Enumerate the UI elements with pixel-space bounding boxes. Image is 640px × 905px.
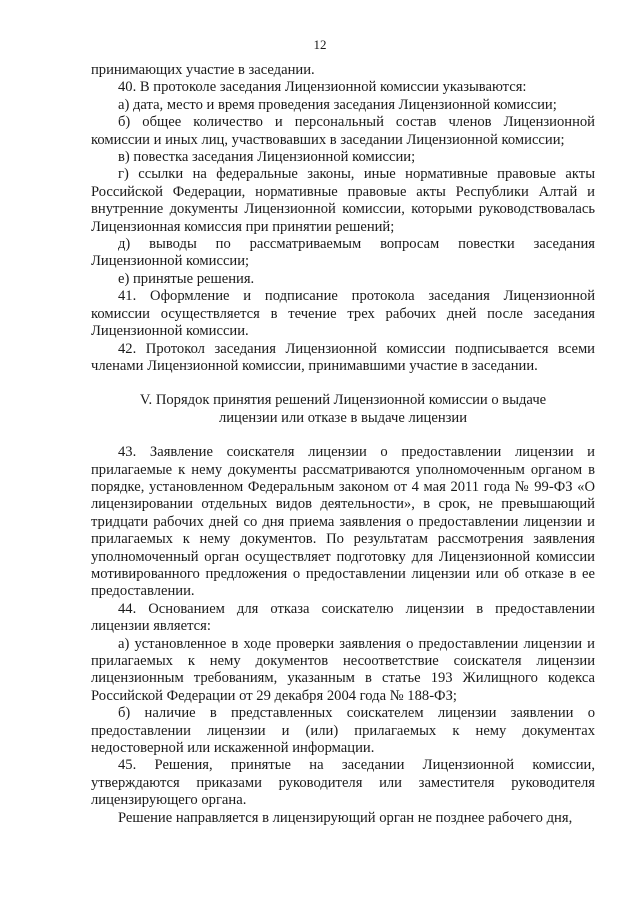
paragraph-40-g: г) ссылки на федеральные законы, иные нормативные правовые акты Российской Федерации, нормативные правовые акты Республики Алтай и внутренние документы Лицензионной комиссии, которыми руководствовалась Лицензионная комиссия при принятии решений; <box>91 166 595 235</box>
section-heading: V. Порядок принятия решений Лицензионной комиссии о выдаче лицензии или отказе в выдаче лицензии <box>139 392 547 426</box>
paragraph-40-d: д) выводы по рассматриваемым вопросам повестки заседания Лицензионной комиссии; <box>91 236 595 270</box>
paragraph-40: 40. В протоколе заседания Лицензионной комиссии указываются: <box>118 79 527 96</box>
paragraph-44: 44. Основанием для отказа соискателю лицензии в предоставлении лицензии является: <box>91 600 595 635</box>
paragraph-41: 41. Оформление и подписание протокола заседания Лицензионной комиссии осуществляется в течение трех рабочих дней после заседания Лицензионной комиссии. <box>91 288 595 340</box>
paragraph-43: 43. Заявление соискателя лицензии о предоставлении лицензии и прилагаемые к нему документы рассматриваются уполномоченным органом в порядке, установленном Федеральным законом от 4 мая 2011 года № 99-ФЗ «О лицензировании отдельных видов деятельности», в срок, не превышающий тридцати рабочих дней со дня приема заявления о предоставлении лицензии и прилагаемых к нему документов. По результатам рассмотрения заявления уполномоченный орган осуществляет подготовку для Лицензионной комиссии мотивированного предложения о предоставлении лицензии или об отказе в ее предоставлении. <box>91 444 595 600</box>
document-body <box>91 62 595 827</box>
paragraph-42: 42. Протокол заседания Лицензионной комиссии подписывается всеми членами Лицензионной комиссии, принимавшими участие в заседании. <box>91 340 595 374</box>
paragraph-44-b: б) наличие в представленных соискателем лицензии заявлении о предоставлении лицензии и (или) прилагаемых к нему документах недостоверной или искаженной информации. <box>91 705 595 757</box>
paragraph-45-decision: Решение направляется в лицензирующий орган не позднее рабочего дня, <box>118 809 573 826</box>
paragraph-40-b: б) общее количество и персональный состав членов Лицензионной комиссии и иных лиц, участвовавших в заседании Лицензионной комиссии; <box>91 114 595 148</box>
paragraph-40-a: а) дата, место и время проведения заседания Лицензионной комиссии; <box>118 96 557 113</box>
page-number: 12 <box>313 37 327 52</box>
paragraph-40-v: в) повестка заседания Лицензионной комиссии; <box>118 149 416 166</box>
paragraph-40-e: е) принятые решения. <box>118 270 255 287</box>
paragraph-continuation: принимающих участие в заседании. <box>91 62 315 78</box>
paragraph-45: 45. Решения, принятые на заседании Лицензионной комиссии, утверждаются приказами руководителя или заместителя руководителя лицензирующего органа. <box>91 757 595 809</box>
paragraph-44-a: а) установленное в ходе проверки заявления о предоставлении лицензии и прилагаемых к нему документов несоответствие соискателя лицензии лицензионным требованиям, указанным в статье 193 Жилищного кодекса Российской Федерации от 29 декабря 2004 года № 188-ФЗ; <box>91 635 595 704</box>
